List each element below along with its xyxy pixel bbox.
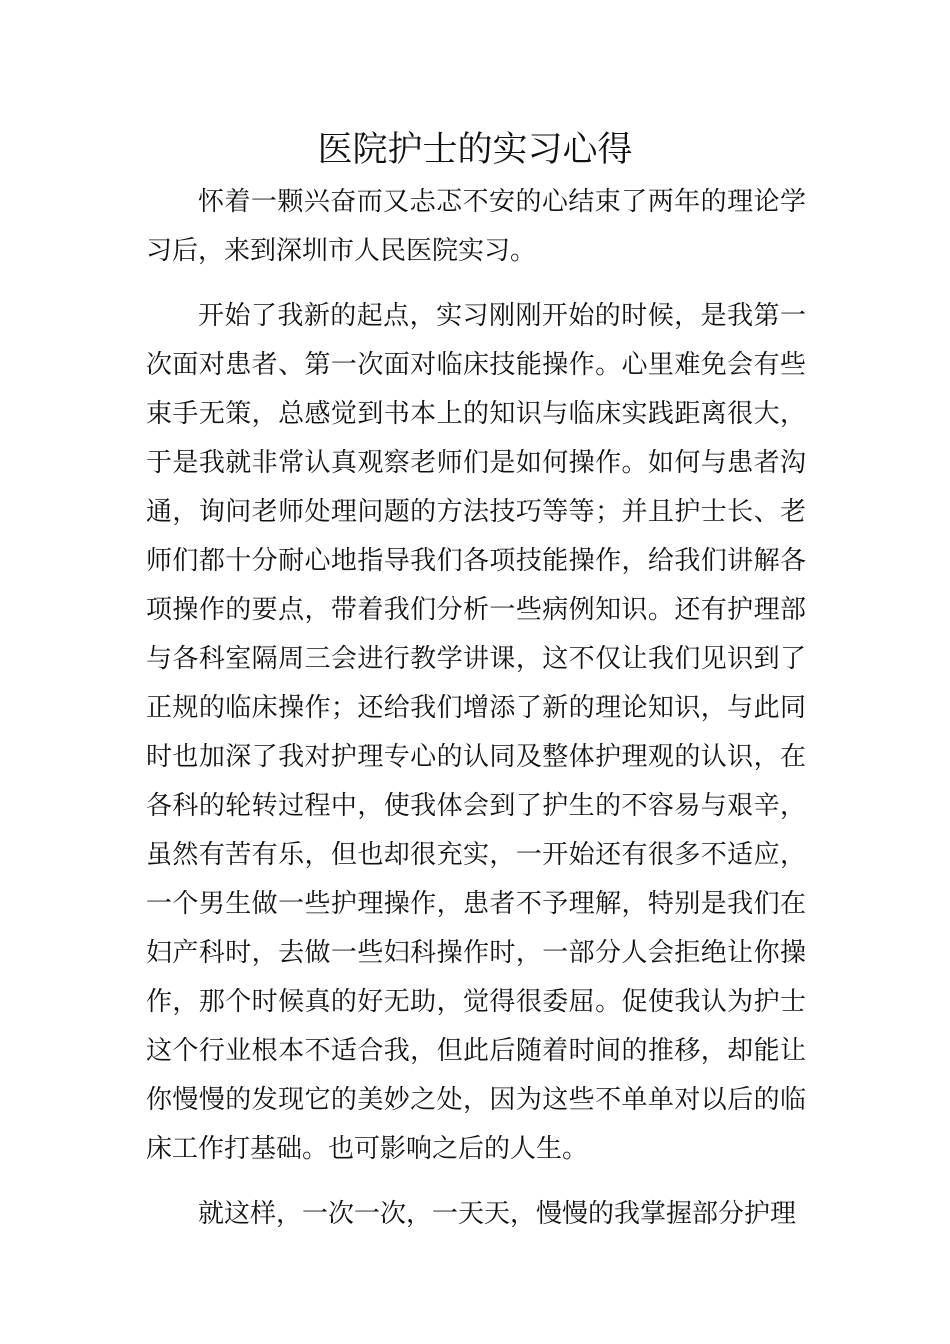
paragraph-1: 怀着一颗兴奋而又忐忑不安的心结束了两年的理论学习后，来到深圳市人民医院实习。 xyxy=(146,187,806,266)
document-title: 医院护士的实习心得 xyxy=(317,130,633,170)
paragraph-3: 就这样，一次一次，一天天，慢慢的我掌握部分护理 xyxy=(198,1199,797,1229)
document-body xyxy=(146,178,806,1255)
paragraph-2: 开始了我新的起点，实习刚刚开始的时候，是我第一次面对患者、第一次面对临床技能操作。心里难免会有些束手无策，总感觉到书本上的知识与临床实践距离很大，于是我就非常认真观察老师们是如何操作。如何与患者沟通，询问老师处理问题的方法技巧等等；并且护士长、老师们都十分耐心地指导我们各项技能操作，给我们讲解各项操作的要点，带着我们分析一些病例知识。还有护理部与各科室隔周三会进行教学讲课，这不仅让我们见识到了正规的临床操作；还给我们增添了新的理论知识，与此同时也加深了我对护理专心的认同及整体护理观的认识，在各科的轮转过程中，使我体会到了护生的不容易与艰辛，虽然有苦有乐，但也却很充实，一开始还有很多不适应，一个男生做一些护理操作，患者不予理解，特别是我们在妇产科时，去做一些妇科操作时，一部分人会拒绝让你操作，那个时候真的好无助，觉得很委屈。促使我认为护士这个行业根本不适合我，但此后随着时间的推移，却能让你慢慢的发现它的美妙之处，因为这些不单单对以后的临床工作打基础。也可影响之后的人生。 xyxy=(146,301,806,1164)
